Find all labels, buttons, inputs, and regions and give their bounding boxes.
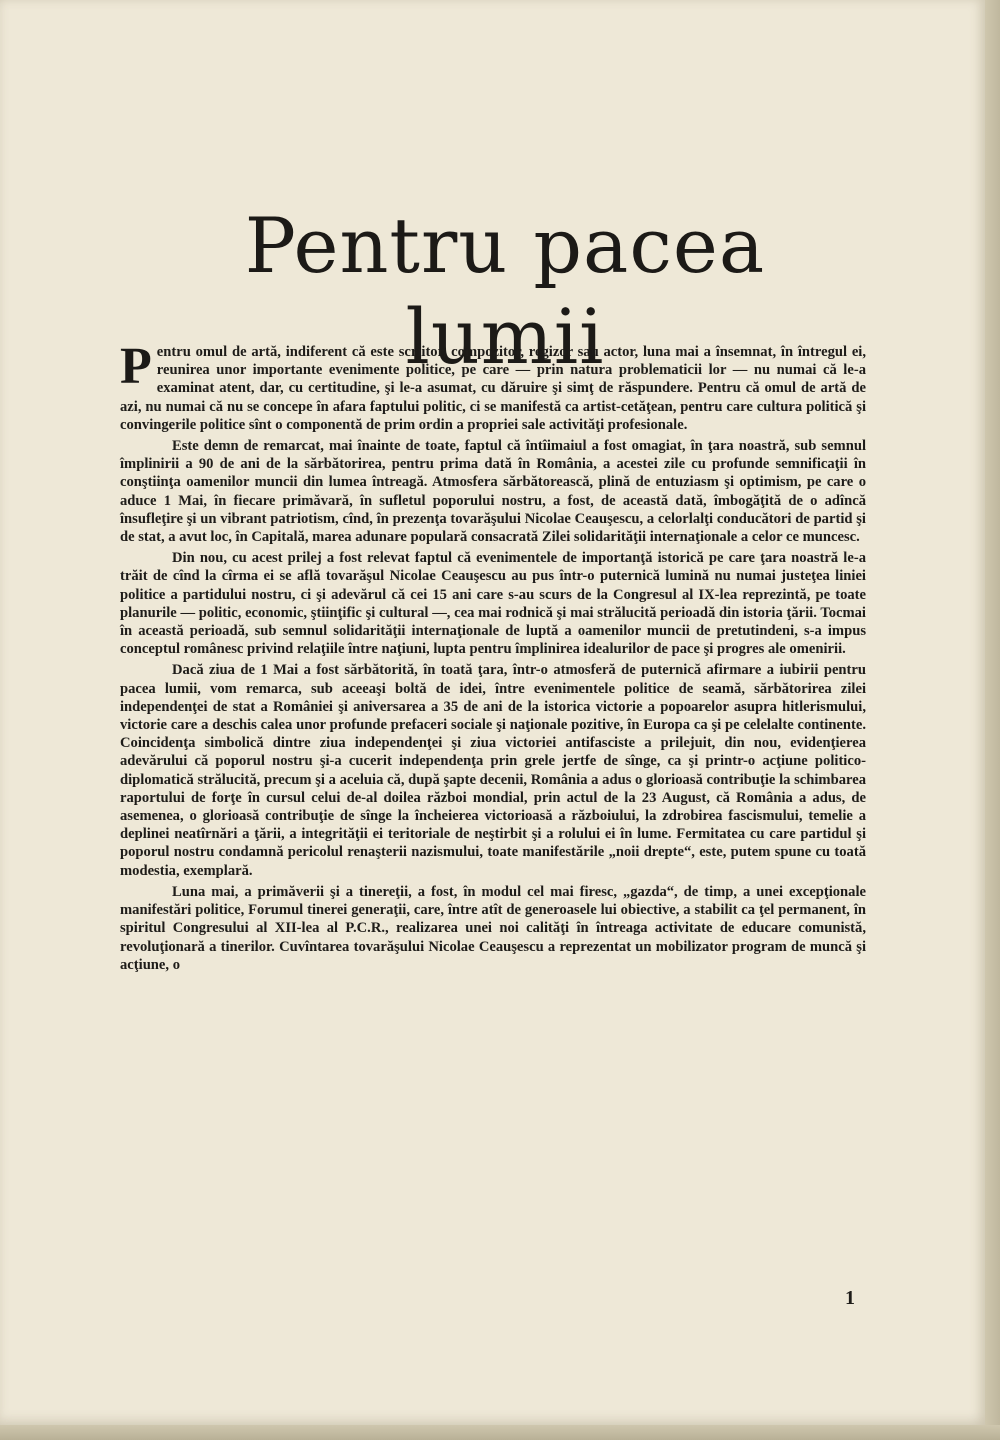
paragraph-3: Din nou, cu acest prilej a fost relevat faptul că evenimentele de importanţă istorică pe care ţara noastră le-a trăit de cînd la cîrma ei se află tovarăşul Nicolae Ceauşescu au pus într-o puternică lumină nu numai justeţea liniei politice a partidului nostru, ci şi adevărul că cei 15 ani care s-au scurs de la Congresul al IX-lea reprezintă, pe toate planurile — politic, economic, ştiinţific şi cultural —, cea mai rodnică şi mai strălucită perioadă din istoria ţării. Tocmai în această perioadă, sub semnul solidarităţii internaţionale de luptă a oamenilor muncii de pretutindeni, s-a impus conceptul românesc privind relaţiile între naţiuni, lupta pentru împlinirea idealurilor de pace şi progres ale omenirii. [120,550,866,658]
paragraph-2: Este demn de remarcat, mai înainte de toate, faptul că întîimaiul a fost omagiat, în ţara noastră, sub semnul împlinirii a 90 de ani de la sărbătorirea, pentru prima dată în România, a acestei zile cu profunde semnificaţii în conştiinţa oamenilor muncii din lumea întreagă. Atmosfera sărbătorească, plină de entuziasm şi optimism, pe care o aduce 1 Mai, în fiecare primăvară, în sufletul poporului nostru, a fost, de această dată, îmbogăţită de o adîncă însufleţire şi un vibrant patriotism, cînd, în prezenţa tovarăşului Nicolae Ceauşescu, a celorlalţi conducători de partid şi de stat, a avut loc, în Capitală, marea adunare populară consacrată Zilei solidarităţii internaţionale a celor ce muncesc. [120,438,866,546]
paragraph-4: Dacă ziua de 1 Mai a fost sărbătorită, în toată ţara, într-o atmosferă de puternică afirmare a iubirii pentru pacea lumii, vom remarca, sub aceeaşi boltă de idei, între evenimentele politice de seamă, sărbătorirea zilei independenţei de stat a României şi aniversarea a 35 de ani de la istorica victorie a popoarelor asupra hitlerismului, victorie care a deschis calea unor profunde prefaceri sociale şi naţionale pozitive, în Europa ca şi pe celelalte continente. Coincidenţa simbolică dintre ziua independenţei şi ziua victoriei antifasciste a prilejuit, din nou, evidenţierea adevărului că poporul nostru şi-a cucerit independenţa prin grele jertfe de sînge, ca şi printr-o acţiune politico-diplomatică strălucită, precum şi a aceluia că, după şapte decenii, România a adus o glorioasă contribuţie la schimbarea raportului de forţe în cursul celui de-al doilea război mondial, prin actul de la 23 August, că România a adus, de asemenea, o glorioasă contribuţie de sînge la încheierea victorioasă a războiului, la zdrobirea fascismului, temelie a deplinei neatîrnări a ţării, a integrităţii ei teritoriale de neştirbit şi a rolului ei în lume. Fermitatea cu care partidul şi poporul nostru condamnă pericolul renaşterii nazismului, toate manifestările „noii drepte“, este, putem spune cu toată modestia, exemplară. [120,662,866,879]
paragraph-1-text: entru omul de artă, indiferent că este scriitor, compozitor, regizor sau actor, luna mai a însemnat, în întregul ei, reunirea unor importante evenimente politice, pe care — prin natura problematicii lor — nu numai că le-a examinat atent, dar, cu certitudine, şi le-a asumat, cu dăruire şi simţ de răspundere. Pentru că omul de artă de azi, nu numai că nu se concepe în afara faptului politic, ci se manifestă ca artist-cetăţean, pentru care cultura politică şi convingerile politice sînt o componentă de prim ordin a propriei sale activităţi profesionale. [120,344,866,433]
article-title: Pentru pacea lumii [244,201,766,382]
paragraph-5: Luna mai, a primăverii şi a tinereţii, a fost, în modul cel mai firesc, „gazda“, de timp, a unei excepţionale manifestări politice, Forumul tinerei generaţii, care, între atît de generoasele lui obiective, a stabilit ca ţel permanent, în spiritul Congresului al XII-lea al P.C.R., realizarea unei noi calităţi în întreaga activitate de educare comunistă, revoluţionară a tinerilor. Cuvîntarea tovarăşului Nicolae Ceauşescu a reprezentat un mobilizator program de muncă şi acţiune, o [120,883,866,973]
page-edge [985,0,1000,1440]
page-bottom-edge [0,1425,1000,1440]
drop-cap: P [120,338,152,395]
paragraph-1 [120,338,866,434]
page-number: 1 [845,1287,855,1309]
article-body [120,338,866,977]
